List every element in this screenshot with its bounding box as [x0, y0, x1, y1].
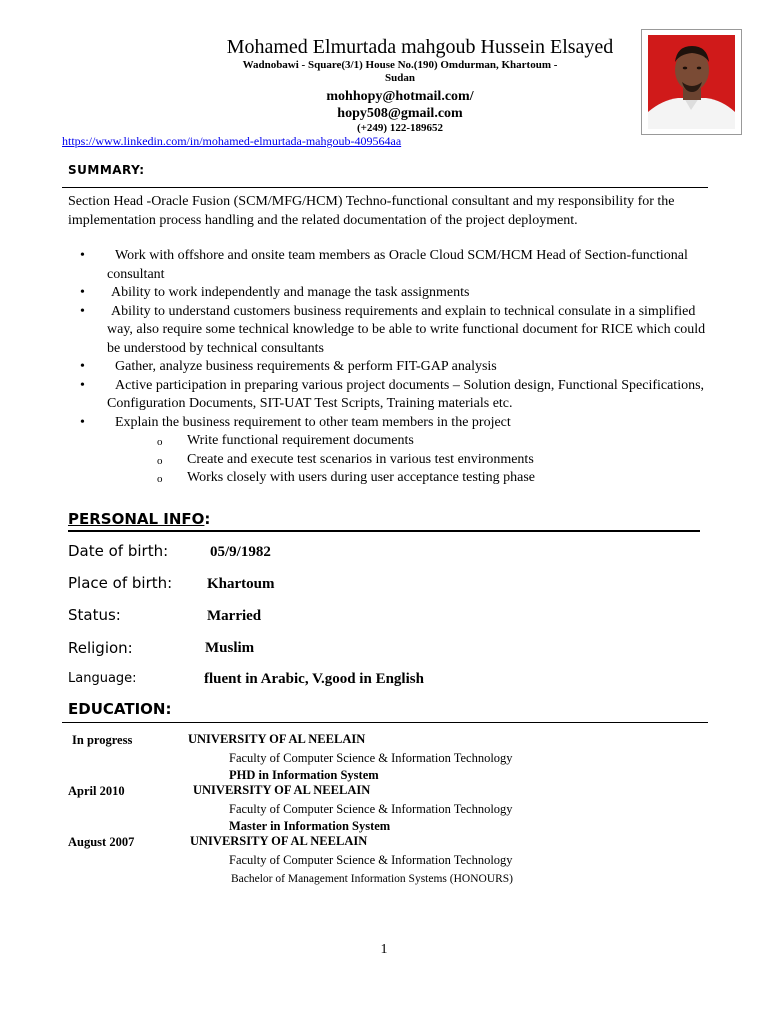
summary-heading: SUMMARY: — [68, 163, 145, 177]
summary-divider — [62, 187, 708, 188]
email-hotmail: mohhopy@hotmail.com/ — [326, 89, 474, 104]
edu-degree-3: Bachelor of Management Information Systems (HONOURS) — [231, 873, 514, 885]
edu-date-3: August 2007 — [68, 835, 135, 849]
edu-faculty-2: Faculty of Computer Science & Information Technology — [229, 802, 513, 816]
edu-faculty-1: Faculty of Computer Science & Information Technology — [229, 751, 513, 765]
religion-value: Muslim — [205, 640, 255, 656]
status-value: Married — [207, 608, 262, 624]
address-line-2: Sudan — [385, 72, 415, 84]
language-value: fluent in Arabic, V.good in English — [204, 671, 424, 687]
sub-list-item: o Write functional requirement documents — [157, 433, 414, 448]
profile-photo — [641, 29, 742, 135]
personal-info-divider — [68, 530, 700, 532]
status-label: Status: — [68, 606, 121, 624]
personal-info-heading: PERSONAL INFO: — [68, 510, 211, 528]
list-item: • Work with offshore and onsite team members as Oracle Cloud SCM/HCM Head of Section-functional consultant — [80, 248, 688, 282]
summary-paragraph: Section Head -Oracle Fusion (SCM/MFG/HCM) Techno-functional consultant and my responsibility for the implementation process handling and the related documentation of the project deployment. — [68, 194, 675, 228]
phone-number: (+249) 122-189652 — [356, 122, 443, 134]
page-number: 1 — [380, 942, 388, 957]
edu-degree-2: Master in Information System — [229, 819, 391, 833]
religion-label: Religion: — [68, 639, 133, 657]
profile-photo-image — [642, 30, 741, 134]
edu-university-3: UNIVERSITY OF AL NEELAIN — [190, 834, 368, 848]
sub-list-item: o Create and execute test scenarios in various test environments — [157, 451, 534, 467]
sub-list-item: o Works closely with users during user acceptance testing phase — [157, 470, 535, 485]
edu-degree-1: PHD in Information System — [229, 768, 379, 782]
education-heading: EDUCATION: — [68, 700, 172, 718]
list-item: • Ability to work independently and manage the task assignments — [80, 285, 470, 300]
list-item: • Ability to understand customers business requirements and explain to technical consulate in a simplified way, also require some technical knowledge to be able to write functional document for RICE which could be understood by technical consultants — [80, 303, 706, 356]
sub-bullet-list — [107, 432, 715, 488]
education-divider — [62, 722, 708, 723]
pob-label: Place of birth: — [68, 574, 173, 592]
edu-date-2: April 2010 — [68, 784, 125, 798]
language-label: Language: — [68, 671, 137, 686]
edu-university-2: UNIVERSITY OF AL NEELAIN — [193, 783, 371, 797]
linkedin-link[interactable]: https://www.linkedin.com/in/mohamed-elmurtada-mahgoub-409564aa — [62, 134, 402, 148]
dob-value: 05/9/1982 — [210, 544, 271, 560]
address — [200, 59, 600, 85]
email-gmail: hopy508@gmail.com — [337, 106, 463, 121]
edu-university-1: UNIVERSITY OF AL NEELAIN — [188, 732, 366, 746]
list-item: • Explain the business requirement to other team members in the project o Write functional requirement documents o Create and execute test scenarios in various test environments o Works closely with users during user acceptance testing phase — [80, 414, 715, 488]
list-item: • Active participation in preparing various project documents – Solution design, Functional Specifications, Configuration Documents, SIT-UAT Test Scripts, Training materials etc. — [80, 377, 705, 411]
candidate-name: Mohamed Elmurtada mahgoub Hussein Elsayed — [226, 36, 614, 58]
address-line-1: Wadnobawi - Square(3/1) House No.(190) Omdurman, Khartoum - — [242, 59, 558, 71]
edu-date-1: In progress — [72, 733, 133, 747]
pob-value: Khartoum — [207, 576, 275, 592]
edu-faculty-3: Faculty of Computer Science & Information Technology — [229, 853, 513, 867]
dob-label: Date of birth: — [68, 542, 169, 560]
summary-bullet-list — [80, 247, 715, 488]
list-item: • Gather, analyze business requirements & perform FIT-GAP analysis — [80, 359, 497, 374]
